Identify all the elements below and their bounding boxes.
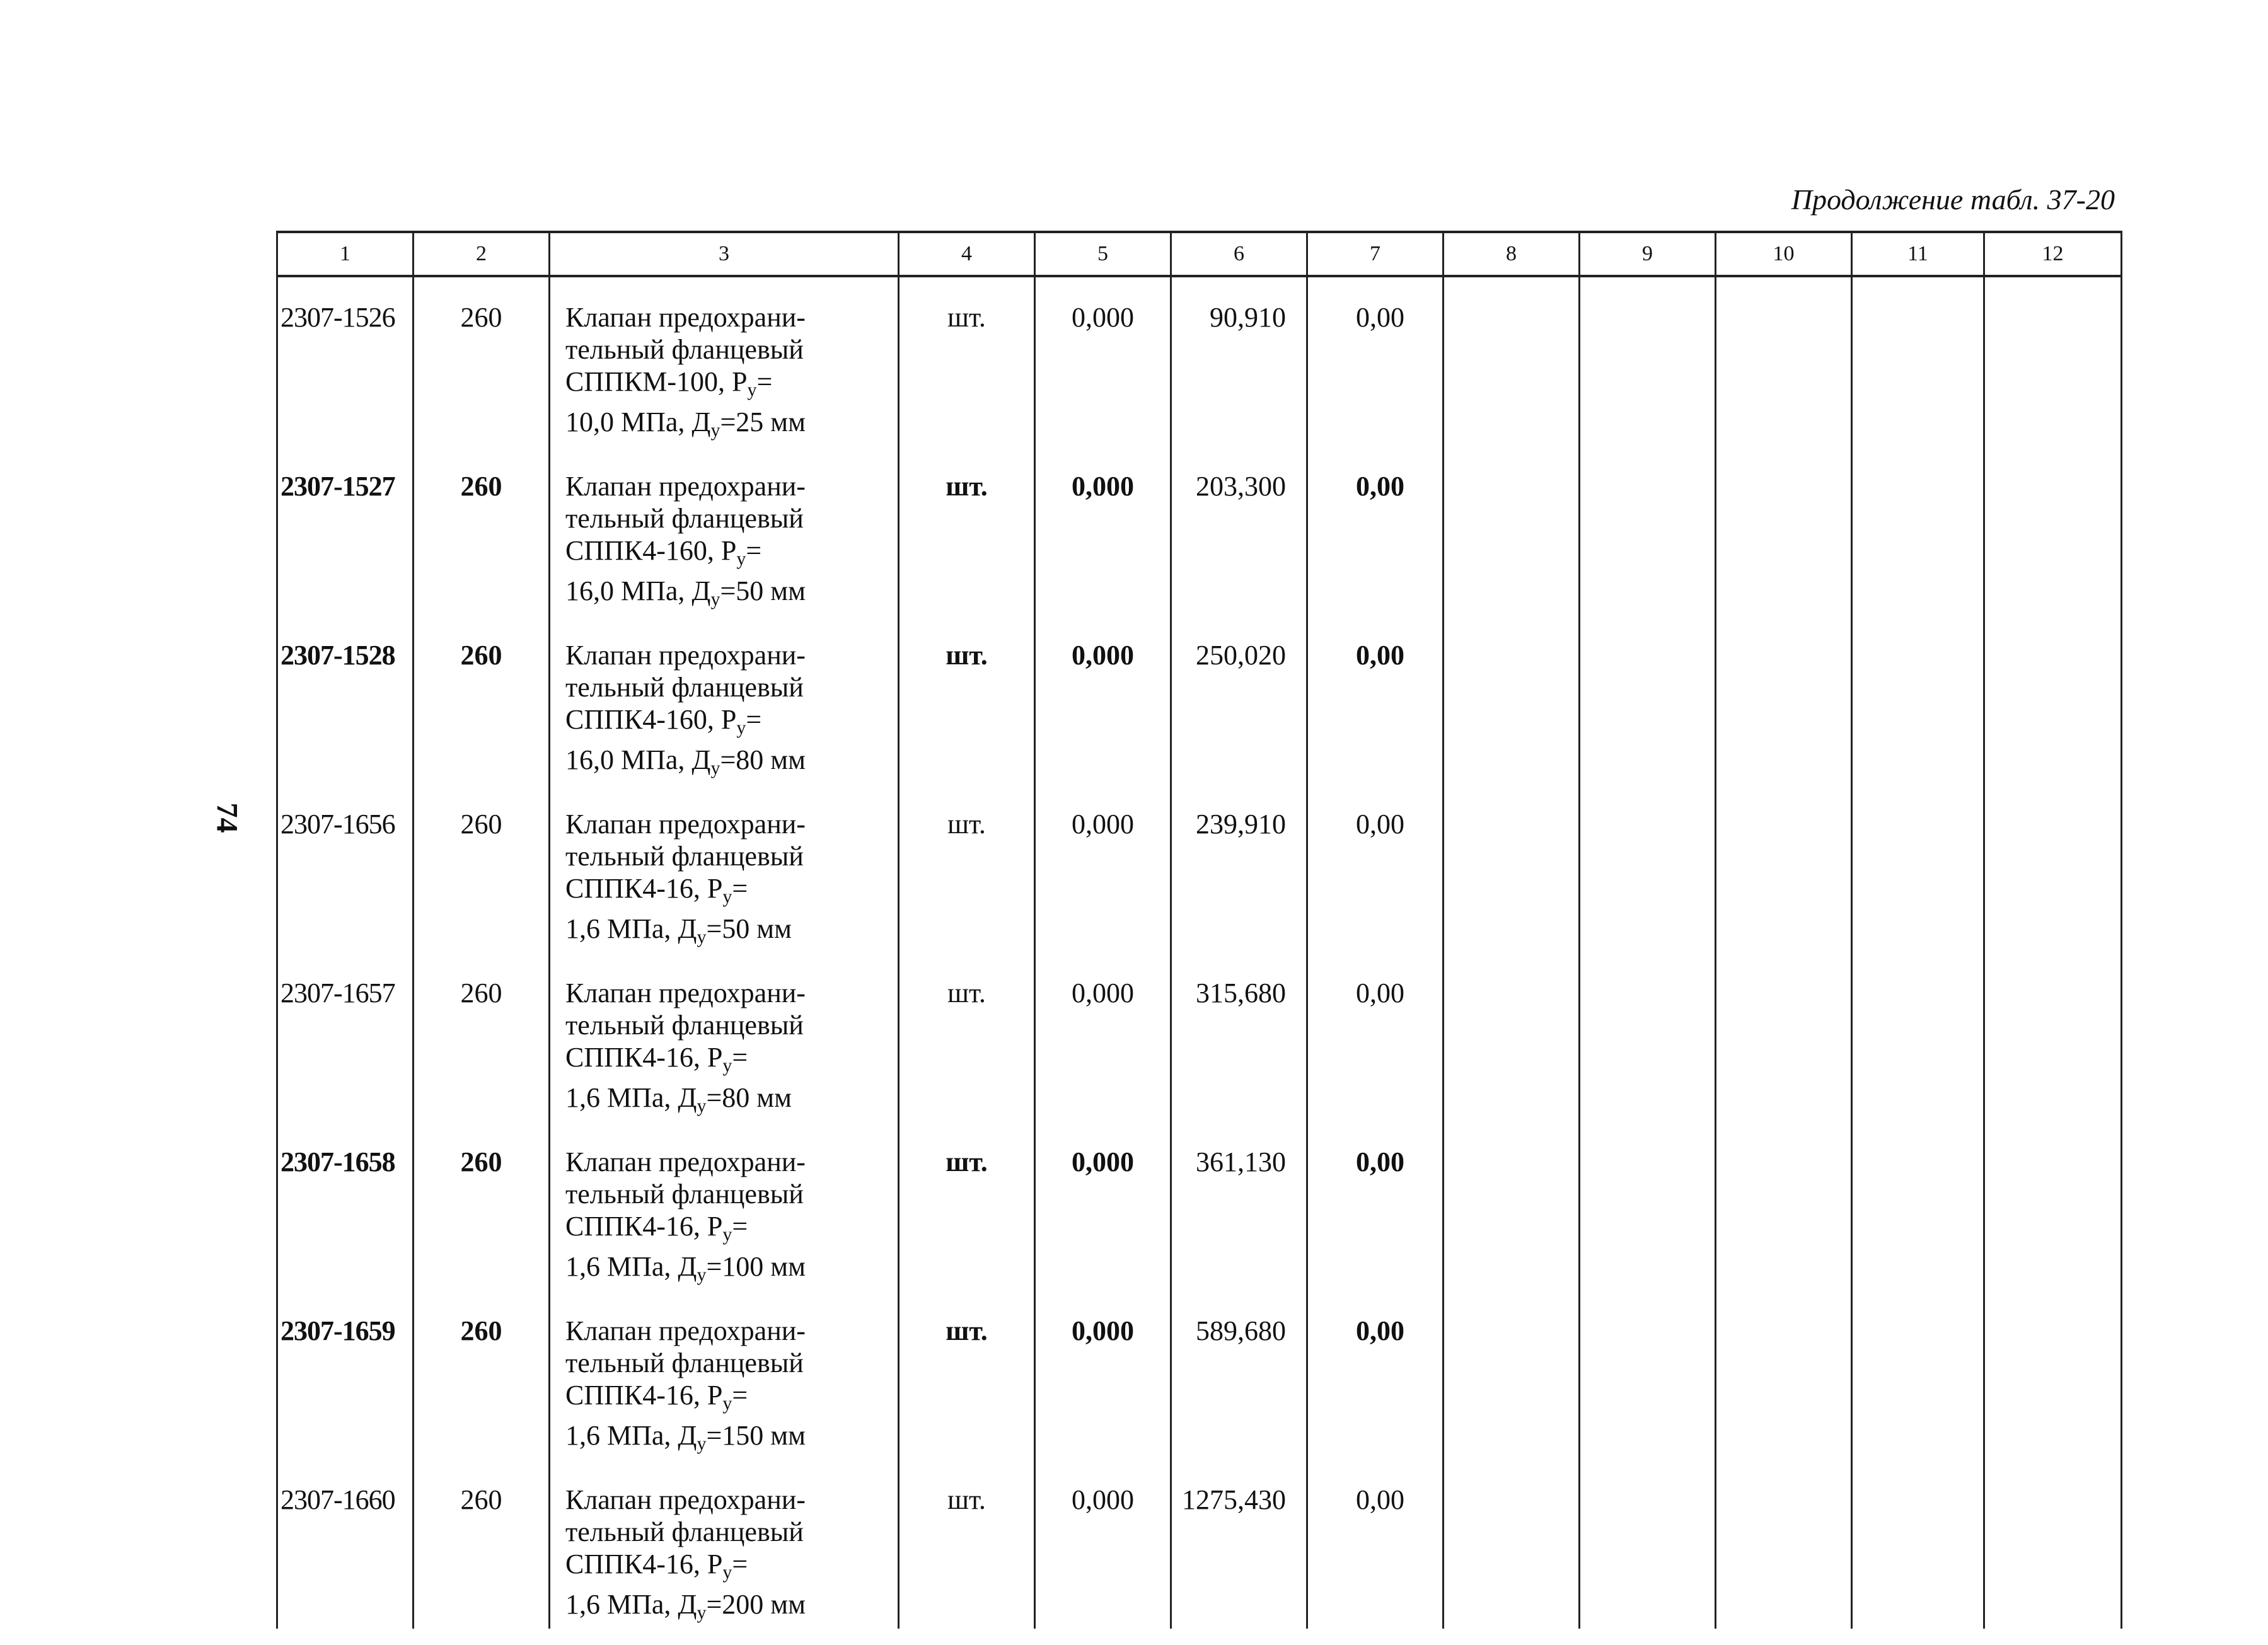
description-text: = — [732, 1042, 748, 1073]
description-cell — [550, 615, 899, 784]
empty-cell — [1852, 1122, 1984, 1291]
code-cell: 2307-1528 — [277, 615, 414, 784]
group-cell: 260 — [414, 446, 550, 615]
empty-cell — [1852, 615, 1984, 784]
empty-cell — [1984, 615, 2122, 784]
description-text: = — [732, 1549, 748, 1579]
description-line — [565, 534, 898, 575]
subscript: у — [722, 1224, 732, 1245]
description-line: Клапан предохрани- — [565, 1484, 806, 1515]
value-cell-6: 203,300 — [1171, 446, 1307, 615]
code-cell: 2307-1526 — [277, 276, 414, 446]
description-cell — [550, 1291, 899, 1460]
group-cell: 260 — [414, 1122, 550, 1291]
empty-cell — [1716, 784, 1852, 953]
table-row — [277, 953, 2122, 1122]
subscript: у — [722, 1393, 732, 1414]
code-cell: 2307-1658 — [277, 1122, 414, 1291]
description-text: = — [732, 1380, 748, 1411]
empty-cell — [1444, 615, 1580, 784]
subscript: у — [736, 717, 746, 738]
description-line: Клапан предохрани- — [565, 978, 806, 1008]
table-row — [277, 276, 2122, 446]
code-cell: 2307-1660 — [277, 1460, 414, 1629]
description-text: = — [746, 704, 762, 735]
column-header: 2 — [414, 232, 550, 276]
description-text: =150 мм — [706, 1420, 806, 1451]
value-cell-6: 250,020 — [1171, 615, 1307, 784]
empty-cell — [1444, 953, 1580, 1122]
description-text: =100 мм — [706, 1251, 806, 1282]
code-cell: 2307-1656 — [277, 784, 414, 953]
group-cell: 260 — [414, 276, 550, 446]
subscript: у — [722, 1562, 732, 1583]
description-line: тельный фланцевый — [565, 1516, 804, 1547]
group-cell: 260 — [414, 784, 550, 953]
empty-cell — [1716, 446, 1852, 615]
unit-cell: шт. — [899, 615, 1035, 784]
column-header: 4 — [899, 232, 1035, 276]
subscript: у — [747, 379, 757, 400]
empty-cell — [1444, 1291, 1580, 1460]
description-line: Клапан предохрани- — [565, 1146, 806, 1177]
value-cell-5: 0,000 — [1035, 615, 1171, 784]
description-text: =80 мм — [720, 744, 806, 775]
subscript: у — [710, 758, 720, 778]
description-cell — [550, 446, 899, 615]
description-line — [565, 575, 898, 615]
value-cell-6: 239,910 — [1171, 784, 1307, 953]
description-text: = — [746, 535, 762, 566]
subscript: у — [697, 1095, 707, 1116]
price-table — [276, 231, 2122, 1629]
empty-cell — [1580, 446, 1716, 615]
empty-cell — [1984, 276, 2122, 446]
value-cell-6: 90,910 — [1171, 276, 1307, 446]
description-line: тельный фланцевый — [565, 334, 804, 365]
empty-cell — [1580, 953, 1716, 1122]
empty-cell — [1716, 615, 1852, 784]
empty-cell — [1580, 615, 1716, 784]
description-text: 1,6 МПа, Д — [565, 1420, 697, 1451]
description-line — [565, 872, 898, 913]
description-text: 1,6 МПа, Д — [565, 913, 697, 944]
price-table-container — [276, 231, 2117, 1623]
description-text: = — [732, 873, 748, 904]
description-line — [565, 1588, 898, 1629]
value-cell-5: 0,000 — [1035, 784, 1171, 953]
empty-cell — [1716, 953, 1852, 1122]
description-text: = — [732, 1211, 748, 1242]
value-cell-5: 0,000 — [1035, 953, 1171, 1122]
code-cell: 2307-1527 — [277, 446, 414, 615]
value-cell-7: 0,00 — [1307, 276, 1444, 446]
description-line: тельный фланцевый — [565, 1010, 804, 1041]
unit-cell: шт. — [899, 1460, 1035, 1629]
description-text: =25 мм — [720, 407, 806, 437]
empty-cell — [1852, 1460, 1984, 1629]
description-line: тельный фланцевый — [565, 841, 804, 872]
description-text: СППК4-16, Р — [565, 873, 723, 904]
value-cell-7: 0,00 — [1307, 1122, 1444, 1291]
subscript: у — [736, 548, 746, 569]
empty-cell — [1716, 276, 1852, 446]
empty-cell — [1444, 446, 1580, 615]
empty-cell — [1852, 276, 1984, 446]
empty-cell — [1852, 1291, 1984, 1460]
empty-cell — [1580, 1460, 1716, 1629]
empty-cell — [1852, 446, 1984, 615]
empty-cell — [1852, 953, 1984, 1122]
description-cell — [550, 784, 899, 953]
description-text: 1,6 МПа, Д — [565, 1251, 697, 1282]
value-cell-5: 0,000 — [1035, 1460, 1171, 1629]
description-line — [565, 1379, 898, 1419]
description-text: СППК4-160, Р — [565, 535, 737, 566]
subscript: у — [710, 589, 720, 609]
description-line: Клапан предохрани- — [565, 809, 806, 840]
description-cell — [550, 953, 899, 1122]
unit-cell: шт. — [899, 276, 1035, 446]
unit-cell: шт. — [899, 446, 1035, 615]
empty-cell — [1580, 1122, 1716, 1291]
description-text: =200 мм — [706, 1589, 806, 1620]
empty-cell — [1580, 1291, 1716, 1460]
description-text: =80 мм — [706, 1082, 792, 1113]
code-cell: 2307-1659 — [277, 1291, 414, 1460]
value-cell-7: 0,00 — [1307, 615, 1444, 784]
description-text: = — [756, 366, 773, 397]
description-line — [565, 1041, 898, 1082]
description-text: 1,6 МПа, Д — [565, 1082, 697, 1113]
description-text: СППК4-16, Р — [565, 1549, 723, 1579]
value-cell-7: 0,00 — [1307, 953, 1444, 1122]
value-cell-5: 0,000 — [1035, 446, 1171, 615]
subscript: у — [697, 1433, 707, 1454]
subscript: у — [697, 1602, 707, 1623]
description-line — [565, 1210, 898, 1250]
description-text: СППК4-160, Р — [565, 704, 737, 735]
description-text: СППК4-16, Р — [565, 1380, 723, 1411]
description-line — [565, 366, 898, 406]
code-cell: 2307-1657 — [277, 953, 414, 1122]
value-cell-6: 361,130 — [1171, 1122, 1307, 1291]
value-cell-6: 315,680 — [1171, 953, 1307, 1122]
description-line — [565, 1548, 898, 1588]
description-text: 16,0 МПа, Д — [565, 744, 711, 775]
description-text: 1,6 МПа, Д — [565, 1589, 697, 1620]
description-cell — [550, 1122, 899, 1291]
description-text: СППК4-16, Р — [565, 1042, 723, 1073]
column-header: 10 — [1716, 232, 1852, 276]
description-line: тельный фланцевый — [565, 1348, 804, 1378]
description-cell — [550, 1460, 899, 1629]
description-line — [565, 744, 898, 784]
subscript: у — [722, 886, 732, 907]
description-text: СППКМ-100, Р — [565, 366, 748, 397]
table-row — [277, 615, 2122, 784]
column-header: 5 — [1035, 232, 1171, 276]
empty-cell — [1984, 1460, 2122, 1629]
description-line: тельный фланцевый — [565, 672, 804, 703]
column-header: 11 — [1852, 232, 1984, 276]
column-header: 6 — [1171, 232, 1307, 276]
group-cell: 260 — [414, 1291, 550, 1460]
column-header: 1 — [277, 232, 414, 276]
empty-cell — [1984, 446, 2122, 615]
empty-cell — [1984, 953, 2122, 1122]
empty-cell — [1716, 1291, 1852, 1460]
description-line — [565, 1250, 898, 1291]
table-row — [277, 1122, 2122, 1291]
subscript: у — [710, 420, 720, 441]
description-text: =50 мм — [720, 575, 806, 606]
value-cell-5: 0,000 — [1035, 1122, 1171, 1291]
unit-cell: шт. — [899, 784, 1035, 953]
empty-cell — [1852, 784, 1984, 953]
value-cell-7: 0,00 — [1307, 1460, 1444, 1629]
description-line: Клапан предохрани- — [565, 1315, 806, 1346]
table-row — [277, 446, 2122, 615]
unit-cell: шт. — [899, 1122, 1035, 1291]
table-caption: Продолжение табл. 37-20 — [1791, 183, 2115, 216]
empty-cell — [1984, 1122, 2122, 1291]
description-text: СППК4-16, Р — [565, 1211, 723, 1242]
description-line: тельный фланцевый — [565, 503, 804, 534]
column-header: 7 — [1307, 232, 1444, 276]
unit-cell: шт. — [899, 1291, 1035, 1460]
empty-cell — [1444, 1460, 1580, 1629]
header-row — [277, 232, 2122, 276]
value-cell-7: 0,00 — [1307, 446, 1444, 615]
column-header: 3 — [550, 232, 899, 276]
value-cell-5: 0,000 — [1035, 276, 1171, 446]
empty-cell — [1580, 784, 1716, 953]
column-header: 8 — [1444, 232, 1580, 276]
value-cell-6: 589,680 — [1171, 1291, 1307, 1460]
description-line: Клапан предохрани- — [565, 471, 806, 502]
column-header: 12 — [1984, 232, 2122, 276]
empty-cell — [1444, 784, 1580, 953]
table-row — [277, 1291, 2122, 1460]
subscript: у — [697, 1264, 707, 1285]
empty-cell — [1716, 1460, 1852, 1629]
subscript: у — [697, 926, 707, 947]
group-cell: 260 — [414, 615, 550, 784]
description-line: тельный фланцевый — [565, 1179, 804, 1209]
empty-cell — [1716, 1122, 1852, 1291]
description-cell — [550, 276, 899, 446]
description-line — [565, 1419, 898, 1460]
subscript: у — [722, 1055, 732, 1076]
column-header: 9 — [1580, 232, 1716, 276]
empty-cell — [1444, 276, 1580, 446]
empty-cell — [1444, 1122, 1580, 1291]
value-cell-7: 0,00 — [1307, 784, 1444, 953]
description-line — [565, 406, 898, 446]
description-line — [565, 1082, 898, 1122]
description-line — [565, 913, 898, 953]
value-cell-5: 0,000 — [1035, 1291, 1171, 1460]
description-line — [565, 703, 898, 744]
value-cell-6: 1275,430 — [1171, 1460, 1307, 1629]
description-text: 16,0 МПа, Д — [565, 575, 711, 606]
value-cell-7: 0,00 — [1307, 1291, 1444, 1460]
table-row — [277, 784, 2122, 953]
group-cell: 260 — [414, 953, 550, 1122]
table-body — [277, 276, 2122, 1629]
table-row — [277, 1460, 2122, 1629]
description-line: Клапан предохрани- — [565, 302, 806, 333]
page-number-text: 74 — [210, 802, 244, 833]
empty-cell — [1580, 276, 1716, 446]
description-text: =50 мм — [706, 913, 792, 944]
empty-cell — [1984, 1291, 2122, 1460]
description-text: 10,0 МПа, Д — [565, 407, 711, 437]
unit-cell: шт. — [899, 953, 1035, 1122]
group-cell: 260 — [414, 1460, 550, 1629]
empty-cell — [1984, 784, 2122, 953]
description-line: Клапан предохрани- — [565, 640, 806, 671]
